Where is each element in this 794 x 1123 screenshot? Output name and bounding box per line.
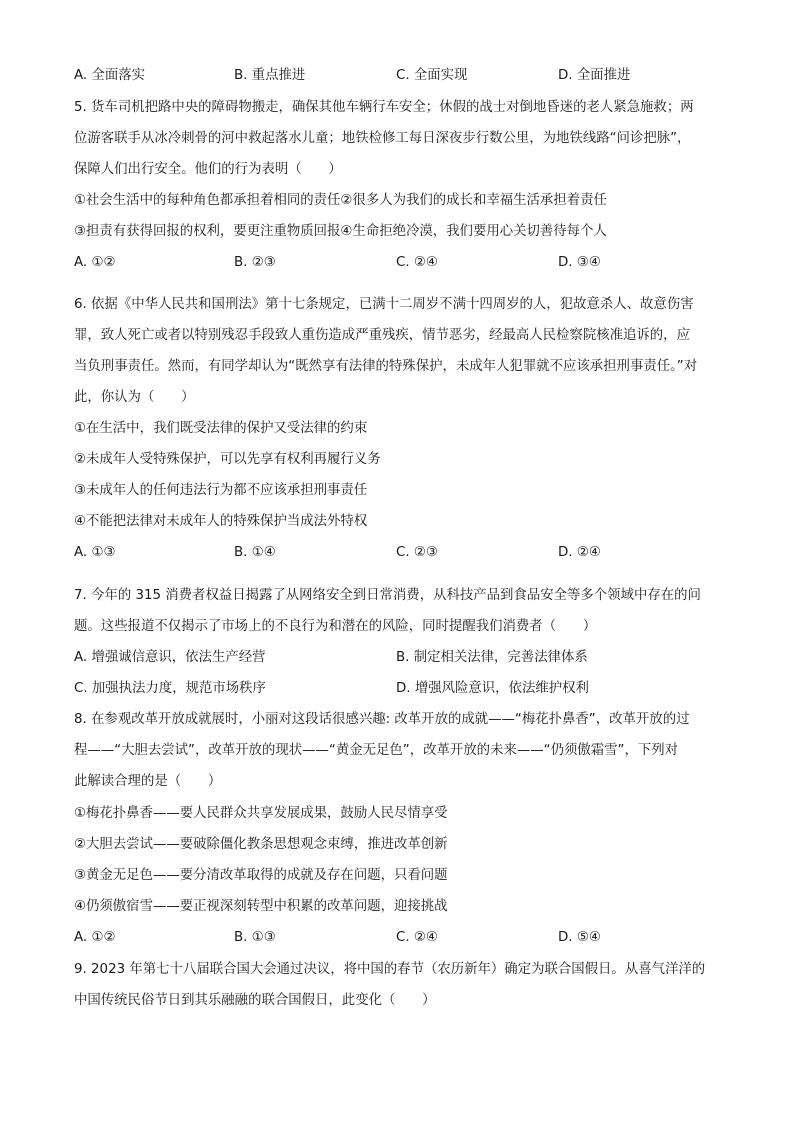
q8-option-d[interactable]: D. ⑤④ <box>558 930 601 945</box>
q5-stem-line-1: 5. 货车司机把路中央的障碍物搬走，确保其他车辆行车安全；休假的战士对倒地昏迷的老人紧急施救；两 <box>74 100 694 115</box>
q5-statement-2: ③担责有获得回报的权利，要更注重物质回报④生命拒绝冷漠，我们要用心关切善待每个人 <box>74 224 607 239</box>
q6-option-d[interactable]: D. ②④ <box>558 545 601 560</box>
q5-stem-line-2: 位游客联手从冰冷刺骨的河中救起落水儿童；地铁检修工每日深夜步行数公里，为地铁线路“问诊把脉”， <box>74 131 691 146</box>
q7-option-a[interactable]: A. 增强诚信意识，依法生产经营 <box>74 650 266 665</box>
q8-statement-1: ①梅花扑鼻香——要人民群众共享发展成果，鼓励人民尽情享受 <box>74 806 448 821</box>
q8-statement-3: ③黄金无足色——要分清改革取得的成就及存在问题，只看问题 <box>74 868 448 883</box>
q5-stem-line-3: 保障人们出行安全。他们的行为表明（ ） <box>74 162 342 177</box>
q8-option-a[interactable]: A. ①② <box>74 930 116 945</box>
q5-option-b[interactable]: B. ②③ <box>234 255 276 270</box>
q7-options-row-1 <box>74 648 724 670</box>
q7-option-c[interactable]: C. 加强执法力度，规范市场秩序 <box>74 681 266 696</box>
q6-statement-1: ①在生活中，我们既受法律的保护又受法律的约束 <box>74 421 368 436</box>
q6-option-c[interactable]: C. ②③ <box>396 545 438 560</box>
q8-stem-line-2: 程——“大胆去尝试”，改革开放的现状——“黄金无足色”，改革开放的未来——“仍须傲霜雪”，下列对 <box>74 743 679 758</box>
q6-option-b[interactable]: B. ①④ <box>234 545 276 560</box>
q7-options-row-2 <box>74 679 724 701</box>
q8-stem-line-1: 8. 在参观改革开放成就展时，小丽对这段话很感兴趣: 改革开放的成就——“梅花扑鼻香”，改革开放的过 <box>74 712 690 727</box>
q6-stem-line-1: 6. 依据《中华人民共和国刑法》第十七条规定，已满十二周岁不满十四周岁的人，犯故意杀人、故意伤害 <box>74 297 694 312</box>
q6-options <box>74 543 724 565</box>
q5-statement-1: ①社会生活中的每种角色都承担着相同的责任②很多人为我们的成长和幸福生活承担着责任 <box>74 193 607 208</box>
q5-option-c[interactable]: C. ②④ <box>396 255 438 270</box>
q8-option-c[interactable]: C. ②④ <box>396 930 438 945</box>
q7-stem-line-2: 题。这些报道不仅揭示了市场上的不良行为和潜在的风险，同时提醒我们消费者（ ） <box>74 619 597 634</box>
q6-statement-4: ④不能把法律对未成年人的特殊保护当成法外特权 <box>74 514 368 529</box>
q6-statement-3: ③未成年人的任何违法行为都不应该承担刑事责任 <box>74 483 368 498</box>
q6-option-a[interactable]: A. ①③ <box>74 545 116 560</box>
q7-option-d[interactable]: D. 增强风险意识，依法维护权利 <box>396 681 589 696</box>
q4-options <box>74 66 724 88</box>
q7-option-b[interactable]: B. 制定相关法律，完善法律体系 <box>396 650 588 665</box>
q5-options <box>74 253 724 275</box>
q4-option-b[interactable]: B. 重点推进 <box>234 68 306 83</box>
q5-option-a[interactable]: A. ①② <box>74 255 116 270</box>
q8-statement-2: ②大胆去尝试——要破除僵化教条思想观念束缚，推进改革创新 <box>74 837 448 852</box>
q5-option-d[interactable]: D. ③④ <box>558 255 601 270</box>
q4-option-d[interactable]: D. 全面推进 <box>558 68 631 83</box>
q9-stem-line-2: 中国传统民俗节日到其乐融融的联合国假日，此变化（ ） <box>74 993 436 1008</box>
q4-option-c[interactable]: C. 全面实现 <box>396 68 468 83</box>
q8-options <box>74 928 724 950</box>
q6-stem-line-2: 罪，致人死亡或者以特别残忍手段致人重伤造成严重残疾，情节恶劣，经最高人民检察院核准追诉的，应 <box>74 328 690 343</box>
q7-stem-line-1: 7. 今年的 315 消费者权益日揭露了从网络安全到日常消费，从科技产品到食品安全等多个领域中存在的问 <box>74 588 701 603</box>
q8-statement-4: ④仍须傲宿雪——要正视深刻转型中积累的改革问题，迎接挑战 <box>74 899 448 914</box>
q6-statement-2: ②未成年人受特殊保护，可以先享有权利再履行义务 <box>74 452 381 467</box>
q6-stem-line-3: 当负刑事责任。然而，有同学却认为“既然享有法律的特殊保护，未成年人犯罪就不应该承担刑事责任。”对 <box>74 359 698 374</box>
q9-stem-line-1: 9. 2023 年第七十八届联合国大会通过决议，将中国的春节（农历新年）确定为联合国假日。从喜气洋洋的 <box>74 962 706 977</box>
q6-stem-line-4: 此，你认为（ ） <box>74 390 195 405</box>
q8-option-b[interactable]: B. ①③ <box>234 930 276 945</box>
q4-option-a[interactable]: A. 全面落实 <box>74 68 145 83</box>
q8-stem-line-3: 此解读合理的是（ ） <box>74 774 222 789</box>
